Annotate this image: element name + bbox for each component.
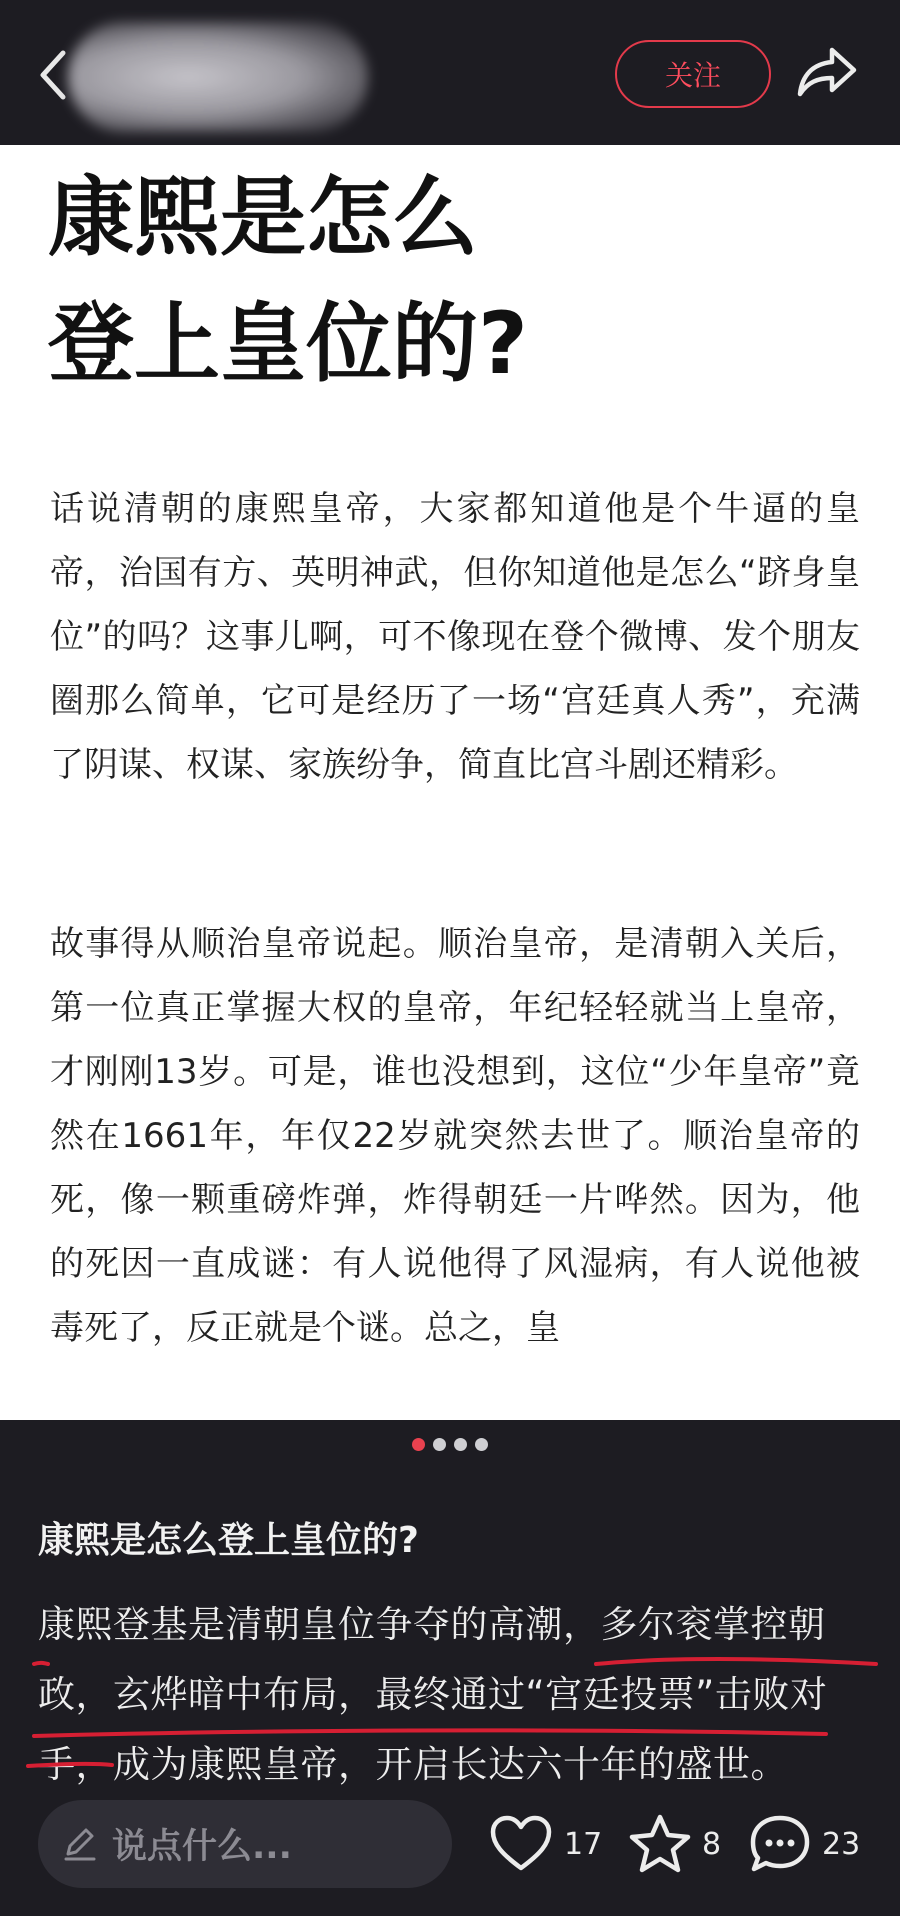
- comment-count: 23: [822, 1826, 861, 1862]
- like-count: 17: [564, 1826, 603, 1862]
- article-paragraph-2: 故事得从顺治皇帝说起。顺治皇帝，是清朝入关后，第一位真正掌握大权的皇帝，年纪轻轻就当上皇帝，才刚刚13岁。可是，谁也没想到，这位“少年皇帝”竟然在1661年，年仅22岁就突然去世了。顺治皇帝的死，像一颗重磅炸弹，炸得朝廷一片哗然。因为，他的死因一直成谜：有人说他得了风湿病，有人说他被毒死了，反正就是个谜。总之，皇: [50, 924, 860, 1348]
- share-button[interactable]: [796, 44, 860, 104]
- share-arrow-icon: [796, 44, 858, 100]
- follow-button[interactable]: 关注: [615, 40, 771, 108]
- blurred-author-info[interactable]: [68, 22, 368, 132]
- favorite-count: 8: [702, 1826, 722, 1862]
- like-button[interactable]: [488, 1812, 602, 1876]
- article-image-card[interactable]: [0, 145, 900, 1420]
- article-title-line2: 登上皇位的?: [48, 294, 528, 394]
- carousel-dot[interactable]: [454, 1438, 467, 1451]
- article-title-line1: 康熙是怎么: [48, 168, 478, 268]
- carousel-dot[interactable]: [433, 1438, 446, 1451]
- comment-button[interactable]: [748, 1812, 860, 1876]
- post-body: 康熙登基是清朝皇位争夺的高潮，多尔衮掌控朝政，玄烨暗中布局，最终通过“宫廷投票”击败对手，成为康熙皇帝，开启长达六十年的盛世。: [38, 1603, 828, 1786]
- pencil-icon: [60, 1824, 100, 1864]
- carousel-dot[interactable]: [475, 1438, 488, 1451]
- carousel-dot-active[interactable]: [412, 1438, 425, 1451]
- chevron-left-icon: [37, 49, 67, 101]
- article-paragraph-1: 话说清朝的康熙皇帝，大家都知道他是个牛逼的皇帝，治国有方、英明神武，但你知道他是怎么“跻身皇位”的吗？这事儿啊，可不像现在登个微博、发个朋友圈那么简单，它可是经历了一场“宫廷真人秀”，充满了阴谋、权谋、家族纷争，简直比宫斗剧还精彩。: [50, 489, 860, 785]
- carousel-indicator: [0, 1438, 900, 1458]
- heart-icon: [488, 1814, 554, 1874]
- top-bar: [0, 0, 900, 145]
- post-title: 康熙是怎么登上皇位的?: [38, 1520, 419, 1561]
- comment-placeholder: 说点什么...: [112, 1827, 292, 1867]
- article-title: [48, 155, 808, 407]
- comment-input[interactable]: [38, 1800, 452, 1888]
- comment-bubble-icon: [748, 1813, 812, 1875]
- star-icon: [628, 1813, 692, 1875]
- favorite-button[interactable]: [628, 1812, 721, 1876]
